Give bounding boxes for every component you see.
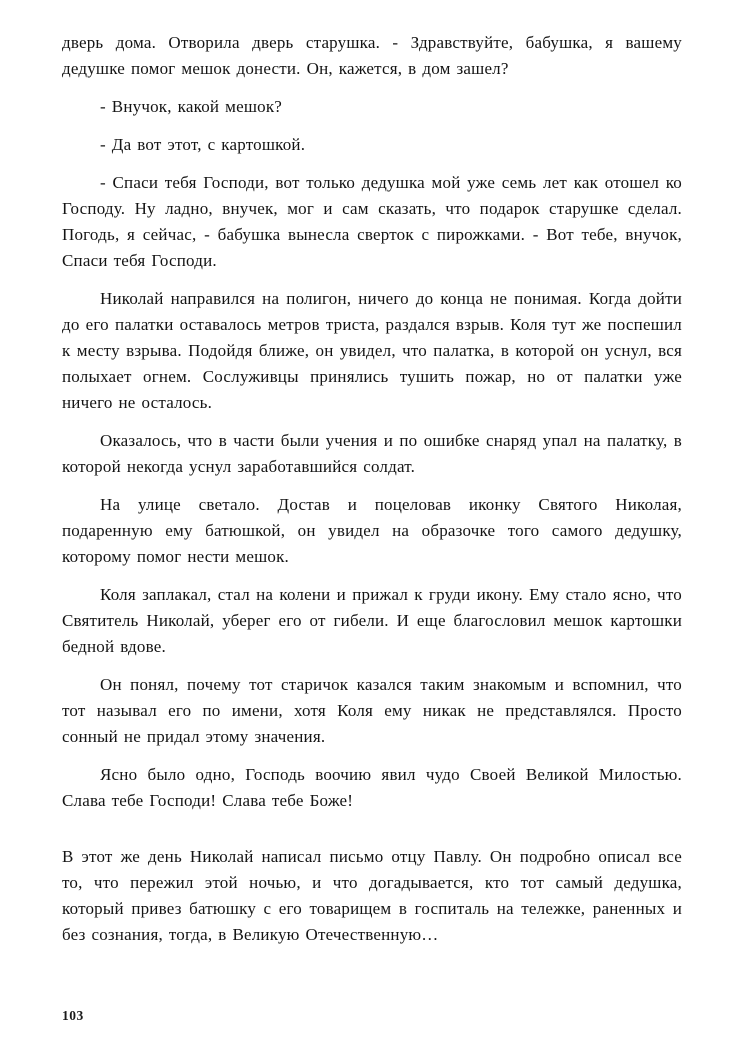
paragraph: - Спаси тебя Господи, вот только дедушка мой уже семь лет как отошел ко Господу. Ну ладно, внучек, мог и сам сказать, что подарок старушке сделал. Погодь, я сейчас, - бабушка вынесла сверток с пирожками. - Вот тебе, внучок, Спаси тебя Господи. [62, 173, 682, 270]
paragraph: Оказалось, что в части были учения и по ошибке снаряд упал на палатку, в которой некогда уснул заработавшийся солдат. [62, 431, 682, 476]
paragraph: На улице светало. Достав и поцеловав иконку Святого Николая, подаренную ему батюшкой, он увидел на образочке того самого дедушку, которому помог нести мешок. [62, 495, 682, 566]
paragraph: Он понял, почему тот старичок казался таким знакомым и вспомнил, что тот называл его по имени, хотя Коля ему никак не представлялся. Просто сонный не придал этому значения. [62, 675, 682, 746]
page-number: 103 [62, 1008, 84, 1023]
paragraph: - Внучок, какой мешок? [100, 97, 283, 116]
paragraph: В этот же день Николай написал письмо отцу Павлу. Он подробно описал все то, что пережил этой ночью, и что догадывается, кто тот самый дедушка, который привез батюшку с его товарищем в госпиталь на тележке, раненных и без сознания, тогда, в Великую Отечественную… [62, 847, 682, 944]
paragraph: Коля заплакал, стал на колени и прижал к груди икону. Ему стало ясно, что Святитель Николай, уберег его от гибели. И еще благословил мешок картошки бедной вдове. [62, 585, 682, 656]
paragraph: Ясно было одно, Господь воочию явил чудо Своей Великой Милостью. Слава тебе Господи! Слава тебе Боже! [62, 765, 682, 810]
paragraph: дверь дома. Отворила дверь старушка. - Здравствуйте, бабушка, я вашему дедушке помог мешок донести. Он, кажется, в дом зашел? [62, 33, 682, 78]
body-text [62, 30, 682, 948]
paragraph: Николай направился на полигон, ничего до конца не понимая. Когда дойти до его палатки оставалось метров триста, раздался взрыв. Коля тут же поспешил к месту взрыва. Подойдя ближе, он увидел, что палатка, в которой он уснул, вся полыхает огнем. Сослуживцы принялись тушить пожар, но от палатки уже ничего не осталось. [62, 289, 682, 412]
paragraph: - Да вот этот, с картошкой. [100, 135, 306, 154]
